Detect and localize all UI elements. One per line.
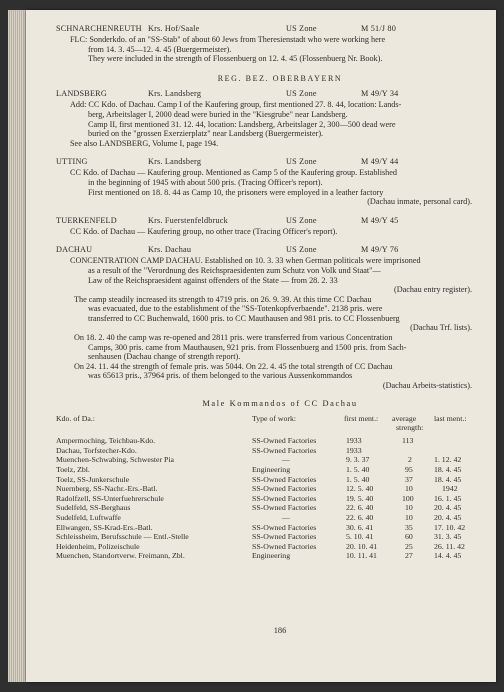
entry-zone: US Zone: [286, 215, 317, 225]
table-col-last: [434, 436, 465, 561]
table-cell: 22. 6. 40: [346, 512, 374, 522]
table-cell: 25: [405, 541, 413, 551]
entry-line: was evacuated, due to the establishment of the "SS-Totenkopfverbaende". 2138 pris. were: [88, 304, 383, 314]
table-cell: Sudelfeld, Luftwaffe: [56, 512, 121, 522]
table-cell: 10: [405, 484, 413, 494]
table-header-type: Type of work:: [252, 414, 297, 424]
table-col-type: [252, 436, 316, 561]
entry-line: transferred to CC Buchenwald, 1600 pris. to CC Mauthausen and 981 pris. to CC Flossenbuerg: [88, 313, 400, 323]
entry-line: buried on the "grossen Exerzierplatz" near Landsberg (Buergermeister).: [88, 129, 324, 139]
table-col-avg: [402, 436, 414, 561]
table-cell: 19. 5. 40: [346, 493, 374, 503]
table-cell: 17. 10. 42: [434, 522, 466, 532]
entry-header-dachau: [56, 245, 504, 256]
entry-kreis: Krs. Landsberg: [148, 89, 202, 99]
table-cell: SS-Owned Factories: [252, 522, 317, 532]
table-cell: 5. 10. 41: [346, 532, 374, 542]
table-cell: Nuernberg, SS-Nachr.-Ers.-Batl.: [56, 484, 158, 494]
table-cell: [434, 446, 465, 456]
entry-name: LANDSBERG: [56, 89, 107, 99]
table-cell: 20. 4. 45: [434, 503, 462, 513]
table-col-first: [346, 436, 377, 561]
entry-line: See also LANDSBERG, Volume I, page 194.: [70, 138, 219, 148]
entry-map-ref: M 49/Y 44: [361, 157, 399, 167]
table-cell: Toelz, Zbl.: [56, 465, 90, 474]
entry-kreis: Krs. Landsberg: [148, 157, 202, 167]
table-cell: 20. 10. 41: [346, 541, 378, 551]
table-cell: [402, 446, 414, 456]
entry-line: berg, Arbeitslager I, 2000 dead were buried in the "Kiesgrube" near Landsberg.: [88, 109, 348, 119]
document-page: [26, 10, 496, 682]
entry-line: (Dachau inmate, personal card).: [367, 197, 472, 207]
entry-line: CC Kdo. of Dachau — Kaufering group. Mentioned as Camp 5 of the Kaufering group. Established: [70, 168, 397, 178]
table-cell: Schleissheim, Berufsschule — Entl.-Stelle: [56, 532, 189, 542]
table-cell: 1. 5. 40: [346, 465, 370, 474]
table-cell: 1933: [346, 445, 362, 455]
page-content: [56, 24, 504, 635]
table-cell: 18. 4. 45: [434, 465, 462, 474]
spacer: [56, 236, 504, 245]
table-cell: 95: [405, 465, 413, 474]
entry-name: DACHAU: [56, 245, 93, 255]
kommando-table: [56, 414, 504, 564]
entry-line: The camp steadily increased its strength to 4719 pris. on 26. 9. 39. At this time CC Dachau: [74, 294, 372, 304]
entry-name: SCHNARCHENREUTH: [56, 24, 142, 33]
entry-zone: US Zone: [286, 24, 317, 33]
table-cell: Dachau, Torfstecher-Kdo.: [56, 445, 137, 455]
table-cell: SS-Owned Factories: [252, 541, 317, 551]
table-cell: Engineering: [252, 465, 291, 474]
entry-line: They were included in the strength of Flossenbuerg on 12. 4. 45 (Flossenbuerg Nr. Book).: [88, 54, 383, 64]
spacer: [56, 148, 504, 157]
table-cell: [434, 436, 465, 446]
entry-map-ref: M 49/Y 76: [361, 245, 399, 255]
table-cell: 100: [402, 493, 414, 503]
table-cell: SS-Owned Factories: [252, 474, 317, 484]
page-edges: [8, 10, 26, 682]
entry-map-ref: M 51/J 80: [361, 24, 397, 33]
table-cell: 12. 5. 40: [346, 484, 374, 494]
entry-line: (Dachau Arbeits-statistics).: [382, 381, 472, 391]
entry-line: Law of the Reichspraesident against offenders of the State — from 28. 2. 33: [88, 275, 338, 285]
table-cell: SS-Owned Factories: [252, 503, 317, 513]
entry-header-schnarchenreuth: [56, 24, 504, 35]
entry-header-tuerkenfeld: [56, 216, 504, 227]
table-cell: —: [282, 455, 290, 465]
table-cell: 2: [408, 455, 412, 465]
entry-line: (Dachau Trf. lists).: [410, 323, 472, 333]
entry-zone: US Zone: [286, 157, 317, 167]
table-cell: Muenchen-Schwabing, Schwester Pia: [56, 455, 175, 465]
table-cell: SS-Owned Factories: [252, 484, 317, 494]
table-cell: 1. 12. 42: [434, 455, 462, 465]
table-cell: Ampermoching, Teichbau-Kdo.: [56, 436, 156, 446]
table-cell: SS-Owned Factories: [252, 436, 317, 446]
table-heading: Male Kommandos of CC Dachau: [202, 398, 358, 408]
table-cell: SS-Owned Factories: [252, 532, 317, 542]
entry-line: FLC: Sonderkdo. of an "SS-Stab" of about 60 Jews from Theresienstadt who were working here: [70, 35, 386, 44]
table-cell: 9. 3. 37: [346, 455, 370, 465]
table-cell: 14. 4. 45: [434, 551, 462, 561]
table-cell: Heidenheim, Polizeischule: [56, 541, 140, 551]
table-cell: Muenchen, Standortverw. Freimann, Zbl.: [56, 551, 185, 561]
entry-name: TUERKENFELD: [56, 215, 117, 225]
entry-line: Camps, 300 pris. came from Mauthausen, 921 pris. from Flossenbuerg and 1500 pris. from Sach-: [88, 342, 407, 352]
entry-line: Camp II, first mentioned 31. 12. 44, location: Landsberg, Arbeitslager 2, 300—500 dead were: [88, 119, 396, 129]
table-cell: 1933: [346, 436, 362, 446]
entry-zone: US Zone: [286, 89, 317, 99]
table-header-avg: average: [392, 414, 417, 424]
table-cell: 1. 5. 40: [346, 474, 370, 484]
table-header-first: first ment.:: [344, 414, 379, 424]
entry-line: CC Kdo. of Dachau — Kaufering group, no other trace (Tracing Officer's report).: [70, 226, 338, 236]
entry-kreis: Krs. Dachau: [148, 245, 192, 255]
entry-line: from 14. 3. 45—12. 4. 45 (Buergermeister).: [88, 44, 232, 54]
table-cell: 1942: [442, 484, 458, 494]
entry-kreis: Krs. Fuerstenfeldbruck: [148, 215, 228, 225]
table-cell: Engineering: [252, 551, 291, 561]
page-number: 186: [273, 626, 287, 635]
table-cell: SS-Owned Factories: [252, 493, 317, 503]
table-cell: Radolfzell, SS-Unterfuehrerschule: [56, 493, 164, 503]
entry-name: UTTING: [56, 157, 88, 167]
entry-line: First mentioned on 18. 8. 44 as Camp 10, the prisoners were employed in a leather factory: [88, 187, 384, 197]
table-cell: 20. 4. 45: [434, 512, 462, 522]
table-cell: 10: [405, 503, 413, 513]
table-cell: SS-Owned Factories: [252, 445, 317, 455]
entry-header-utting: [56, 157, 504, 168]
table-cell: 16. 1. 45: [434, 493, 462, 503]
table-cell: 31. 3. 45: [434, 532, 462, 542]
entry-line: as a result of the "Verordnung des Reichspraesidenten zum Schutz von Volk und Staat"—: [88, 265, 381, 275]
table-cell: 30. 6. 41: [346, 522, 374, 532]
entry-line: was 65613 pris., 37964 pris. of them belonged to the various Aussenkommandos: [88, 371, 353, 381]
table-cell: 22. 6. 40: [346, 503, 374, 513]
entry-map-ref: M 49/Y 45: [361, 215, 399, 225]
table-header-last: last ment.:: [434, 414, 467, 424]
entry-kreis: Krs. Hof/Saale: [148, 24, 200, 33]
entry-line: Add: CC Kdo. of Dachau. Camp I of the Kaufering group, first mentioned 27. 8. 44, location: Lands-: [70, 100, 402, 110]
table-cell: 10: [405, 512, 413, 522]
entry-line: in the beginning of 1945 with about 500 pris. (Tracing Officer's report).: [88, 177, 323, 187]
entry-line: senhausen (Dachau change of strength report).: [88, 352, 241, 362]
table-cell: 60: [405, 532, 413, 542]
table-header-kdo: Kdo. of Da.:: [56, 414, 95, 424]
entry-line: (Dachau entry register).: [394, 285, 472, 295]
spacer: [56, 207, 504, 216]
table-cell: 113: [402, 436, 414, 446]
table-cell: 37: [405, 474, 413, 484]
entry-map-ref: M 49/Y 34: [361, 89, 399, 99]
table-cell: Sudelfeld, SS-Berghaus: [56, 503, 131, 513]
entry-header-landsberg: [56, 89, 504, 100]
entry-line: On 24. 11. 44 the strength of female pris. was 5044. On 22. 4. 45 the total strength of CC Dachau: [74, 361, 393, 371]
table-cell: 10. 11. 41: [346, 551, 377, 561]
table-cell: 35: [405, 522, 413, 532]
table-cell: —: [282, 512, 290, 522]
entry-zone: US Zone: [286, 245, 317, 255]
entry-line: CONCENTRATION CAMP DACHAU. Established on 10. 3. 33 when German politicals were imprisoned: [70, 256, 421, 266]
table-cell: 27: [405, 551, 413, 561]
table-cell: 26. 11. 42: [434, 541, 465, 551]
table-cell: Ellwangen, SS-Krad-Ers.-Batl.: [56, 522, 153, 532]
entry-line: On 18. 2. 40 the camp was re-opened and 2811 pris. were transferred from various Concentration: [74, 333, 393, 343]
region-heading: REG. BEZ. OBERBAYERN: [217, 73, 343, 83]
table-cell: Toelz, SS-Junkerschule: [56, 474, 130, 484]
table-cell: 18. 4. 45: [434, 474, 462, 484]
table-col-kdo: [56, 436, 189, 561]
table-header-avg2: strength:: [396, 423, 424, 433]
